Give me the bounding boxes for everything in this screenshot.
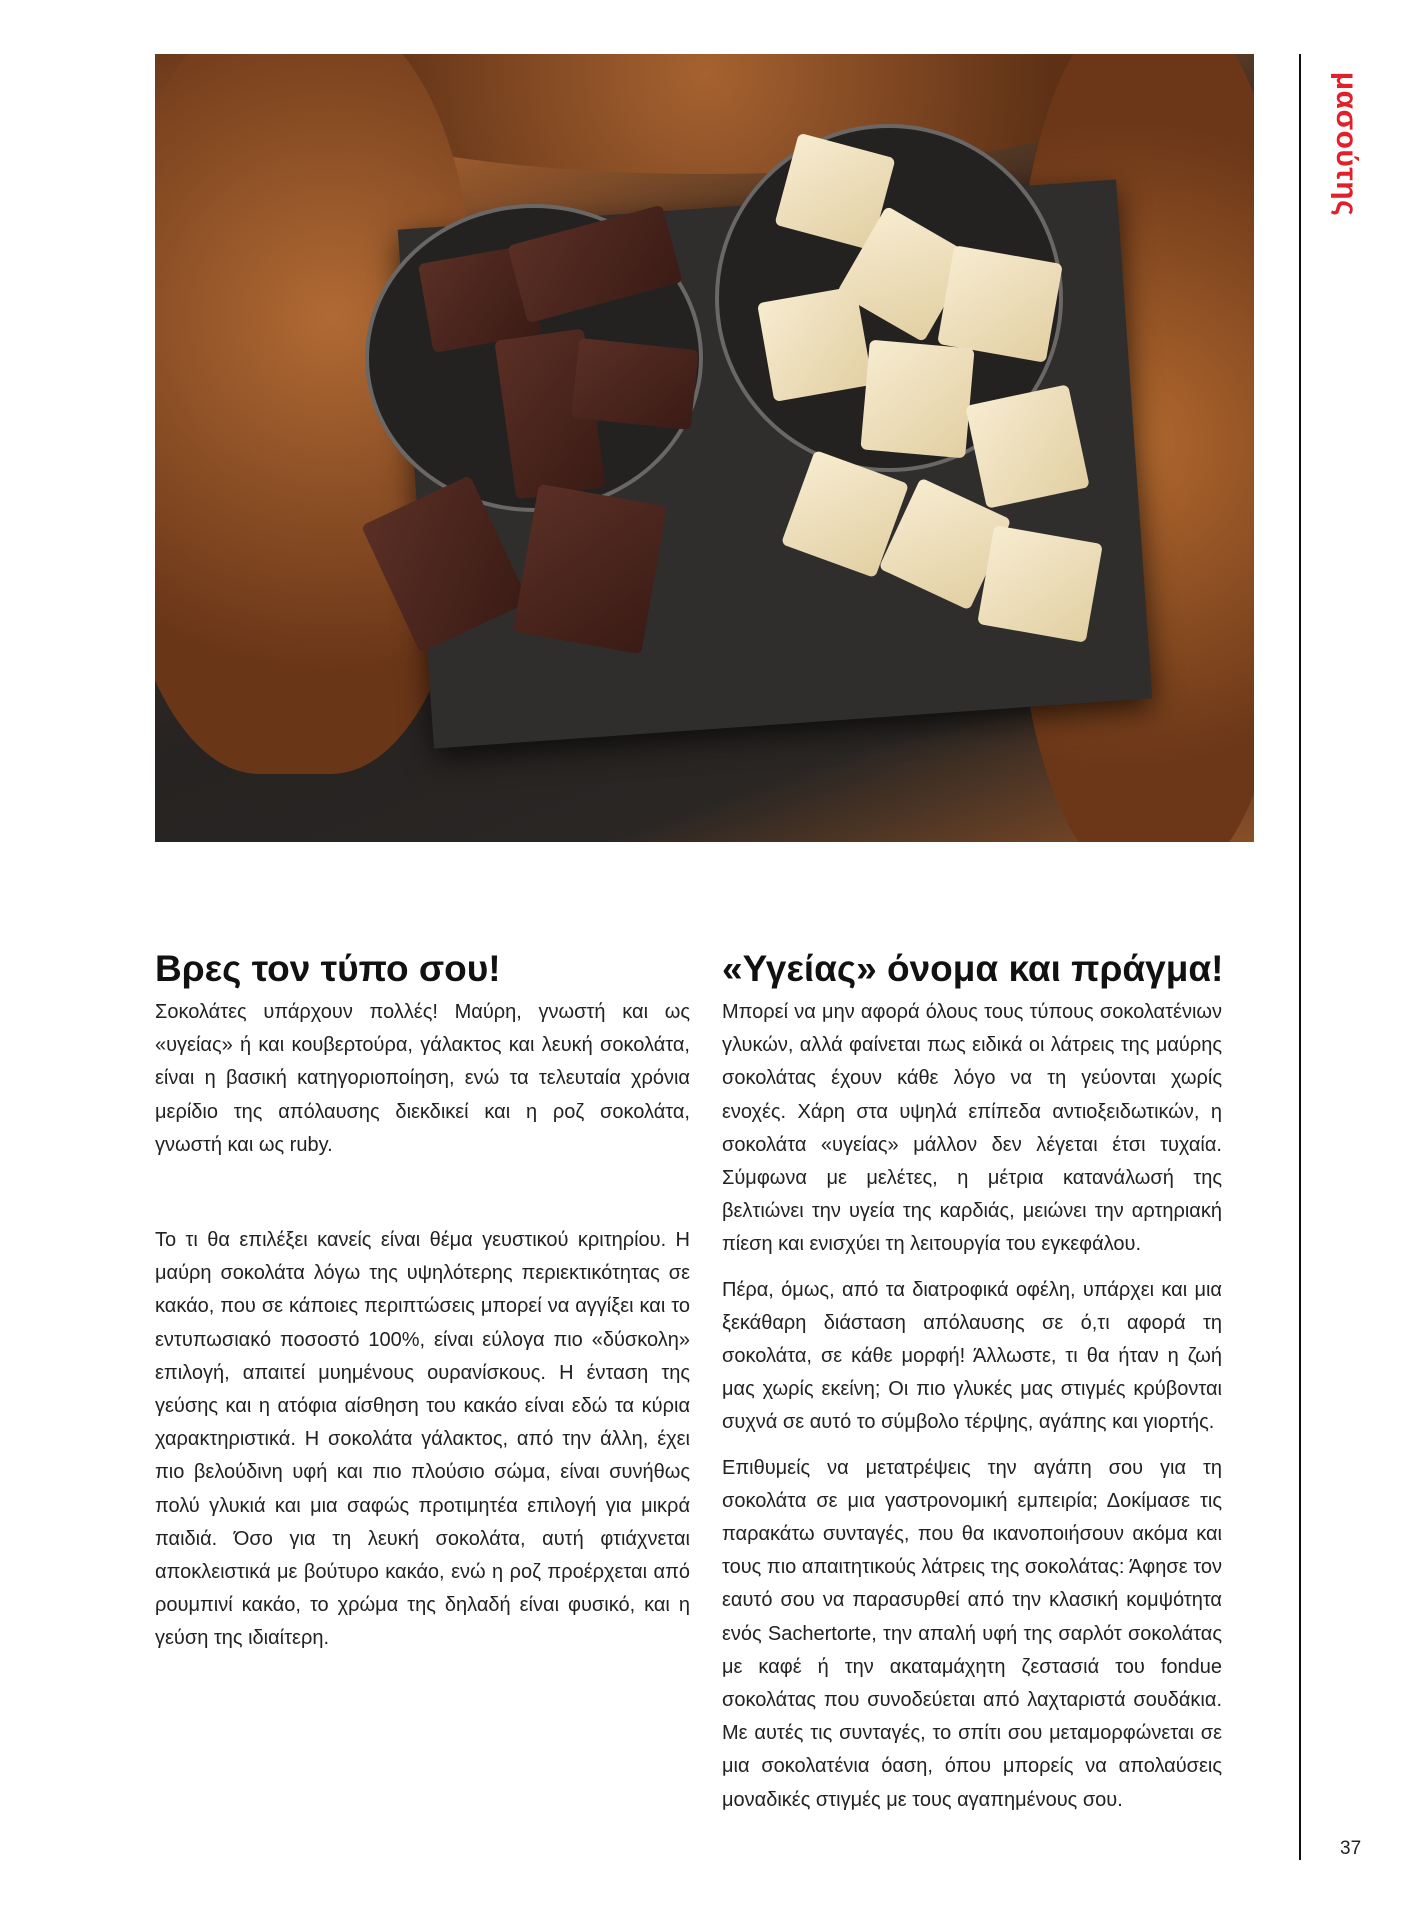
page-number: 37 [1340,1838,1362,1859]
left-paragraph-1: Σοκολάτες υπάρχουν πολλές! Μαύρη, γνωστή και ως «υγείας» ή και κουβερτούρα, γάλακτος και λευκή σοκολάτα, είναι η βασική κατηγοριοποίηση, ενώ τα τελευταία χρόνια μερίδιο της απόλαυσης διεκδικεί και η ροζ σοκολάτα, γνωστή και ως ruby. [155,1001,690,1156]
brand-logo-text: μασούτης [1330,71,1363,217]
right-paragraph-3: Επιθυμείς να μετατρέψεις την αγάπη σου για τη σοκολάτα σε μια γαστρονομική εμπειρία; Δοκίμασε τις παρακάτω συνταγές, που θα ικανοποιήσουν ακόμα και τους πιο απαιτητικούς λάτρεις της σοκολάτας: Άφησε τον εαυτό σου να παρασυρθεί από την κλασική κομψότητα ενός Sachertorte, την απαλή υφή της σαρλότ σοκολάτας με καφέ ή την ακαταμάχητη ζεστασιά του fondue σοκολάτας που συνοδεύεται από λαχταριστά σουδάκια. Με αυτές τις συνταγές, το σπίτι σου μεταμορφώνεται σε μια σοκολατένια όαση, όπου μπορείς να απολαύσεις μοναδικές στιγμές με τους αγαπημένους σου. [722,1456,1222,1811]
right-heading: «Υγείας» όνομα και πράγμα! [722,948,1224,989]
left-column [155,996,690,1656]
brand-logo [1322,54,1370,234]
chocolate-photo [155,54,1254,842]
left-paragraph-2: Το τι θα επιλέξει κανείς είναι θέμα γευστικού κριτηρίου. Η μαύρη σοκολάτα λόγω της υψηλότερης περιεκτικότητας σε κακάο, που σε κάποιες περιπτώσεις μπορεί να αγγίξει και το εντυπωσιακό ποσοστό 100%, είναι εύλογα πιο «δύσκολη» επιλογή, απαιτεί μυημένους ουρανίσκους. Η ένταση της γεύσης και η ατόφια αίσθηση του κακάο είναι εδώ τα κύρια χαρακτηριστικά. Η σοκολάτα γάλακτος, από την άλλη, έχει πιο βελούδινη υφή και πιο πλούσιο σώμα, είναι συνήθως πολύ γλυκιά και μια σαφώς προτιμητέα επιλογή για μικρά παιδιά. Όσο για τη λευκή σοκολάτα, αυτή φτιάχνεται αποκλειστικά με βούτυρο κακάο, ενώ η ροζ προέρχεται από ρουμπινί κακάο, το χρώμα της δηλαδή είναι φυσικό, και η γεύση της ιδιαίτερη. [155,1229,690,1650]
white-chunk [757,286,873,402]
right-column [722,996,1222,1817]
right-paragraph-2: Πέρα, όμως, από τα διατροφικά οφέλη, υπάρχει και μια ξεκάθαρη διάσταση απόλαυσης σε ό,τι αφορά τη σοκολάτα, σε κάθε μορφή! Άλλωστε, τι θα ήταν η ζωή μας χωρίς εκείνη; Οι πιο γλυκές μας στιγμές κρύβονται συχνά σε αυτό το σύμβολο τέρψης, αγάπης και γιορτής. [722,1278,1222,1434]
dark-chunk [571,338,699,430]
dark-chunk [513,484,667,654]
white-chunk [965,384,1090,509]
white-chunk [977,525,1103,643]
white-chunk [860,340,974,459]
margin-rule [1299,54,1301,1860]
right-paragraph-1: Μπορεί να μην αφορά όλους τους τύπους σοκολατένιων γλυκών, αλλά φαίνεται πως ειδικά οι λάτρεις της μαύρης σοκολάτας έχουν κάθε λόγο να τη γεύονται χωρίς ενοχές. Χάρη στα υψηλά επίπεδα αντιοξειδωτικών, η σοκολάτα «υγείας» μάλλον δεν λέγεται έτσι τυχαία. Σύμφωνα με μελέτες, η μέτρια κατανάλωσή της βελτιώνει την υγεία της καρδιάς, μειώνει την αρτηριακή πίεση και ενισχύει τη λειτουργία του εγκεφάλου. [722,1001,1222,1256]
white-chunk [937,245,1063,363]
left-heading: Βρες τον τύπο σου! [155,948,501,989]
